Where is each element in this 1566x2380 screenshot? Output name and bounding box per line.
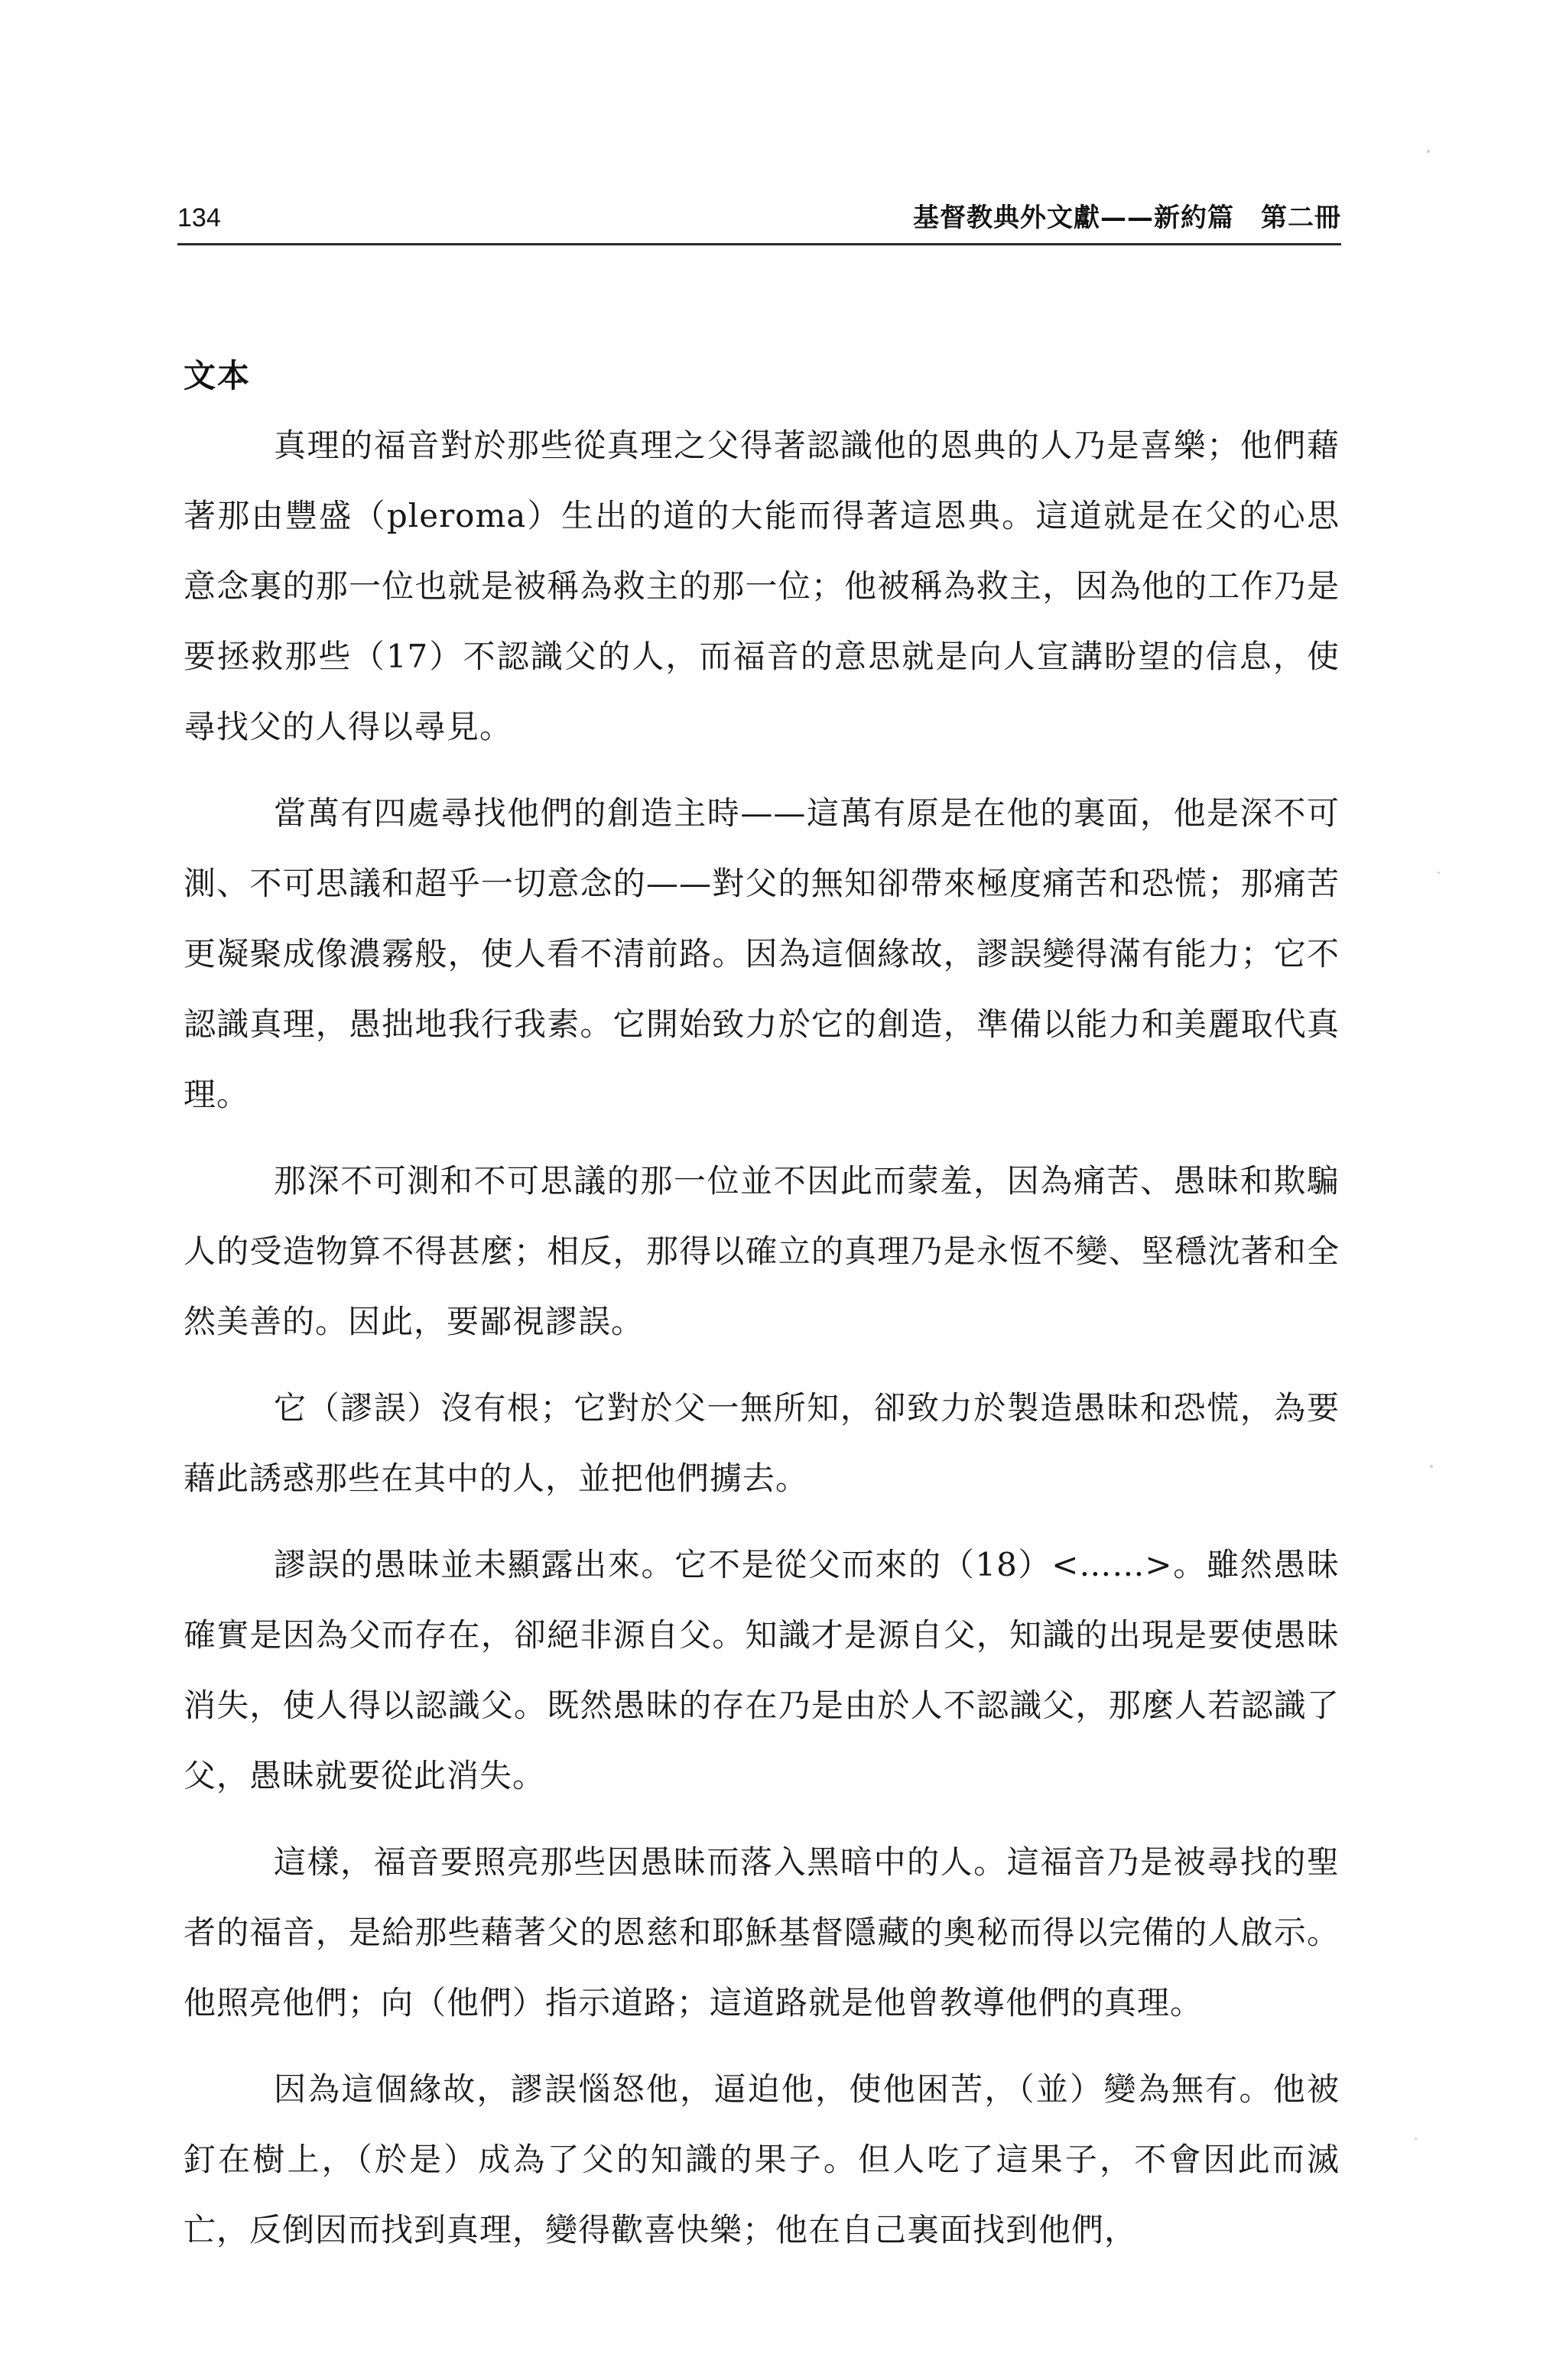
paragraph-3: 那深不可測和不可思議的那一位並不因此而蒙羞，因為痛苦、愚昧和欺騙人的受造物算不得甚麼；相反，那得以確立的真理乃是永恆不變、堅穩沈著和全然美善的。因此，要鄙視謬誤。 — [184, 1162, 1340, 1340]
scan-speck — [1430, 1465, 1433, 1468]
section-title: 文本 — [184, 357, 252, 395]
scan-speck — [1438, 872, 1440, 874]
page-header — [177, 200, 1341, 239]
page-number: 134 — [177, 203, 221, 232]
paragraph-2: 當萬有四處尋找他們的創造主時——這萬有原是在他的裏面，他是深不可測、不可思議和超乎一切意念的——對父的無知卻帶來極度痛苦和恐慌；那痛苦更凝聚成像濃霧般，使人看不清前路。因為這個緣故，謬誤變得滿有能力；它不認識真理，愚拙地我行我素。它開始致力於它的創造，準備以能力和美麗取代真理。 — [184, 794, 1340, 1113]
paragraph-1: 真理的福音對於那些從真理之父得著認識他的恩典的人乃是喜樂；他們藉著那由豐盛（pleroma）生出的道的大能而得著這恩典。這道就是在父的心思意念裏的那一位也就是被稱為救主的那一位；他被稱為救主，因為他的工作乃是要拯救那些（17）不認識父的人，而福音的意思就是向人宣講盼望的信息，使尋找父的人得以尋見。 — [184, 427, 1340, 745]
scan-speck — [1427, 150, 1430, 153]
header-rule — [177, 243, 1341, 245]
paragraph-6: 這樣，福音要照亮那些因愚昧而落入黑暗中的人。這福音乃是被尋找的聖者的福音，是給那些藉著父的恩慈和耶穌基督隱藏的奧秘而得以完備的人啟示。他照亮他們；向（他們）指示道路；這道路就是他曾教導他們的真理。 — [184, 1843, 1340, 2021]
running-title: 基督教典外文獻——新約篇 第二冊 — [913, 203, 1341, 233]
paragraph-4: 它（謬誤）沒有根；它對於父一無所知，卻致力於製造愚昧和恐慌，為要藉此誘惑那些在其中的人，並把他們擄去。 — [184, 1389, 1340, 1497]
scan-speck — [1415, 2138, 1417, 2140]
paragraph-5: 謬誤的愚昧並未顯露出來。它不是從父而來的（18）<……>。雖然愚昧確實是因為父而存在，卻絕非源自父。知識才是源自父，知識的出現是要使愚昧消失，使人得以認識父。既然愚昧的存在乃是由於人不認識父，那麼人若認識了父，愚昧就要從此消失。 — [184, 1546, 1340, 1794]
paragraph-7: 因為這個緣故，謬誤惱怒他，逼迫他，使他困苦，（並）變為無有。他被釘在樹上，（於是）成為了父的知識的果子。但人吃了這果子，不會因此而滅亡，反倒因而找到真理，變得歡喜快樂；他在自己裏面找到他們， — [184, 2070, 1340, 2248]
body-text — [184, 411, 1340, 2281]
